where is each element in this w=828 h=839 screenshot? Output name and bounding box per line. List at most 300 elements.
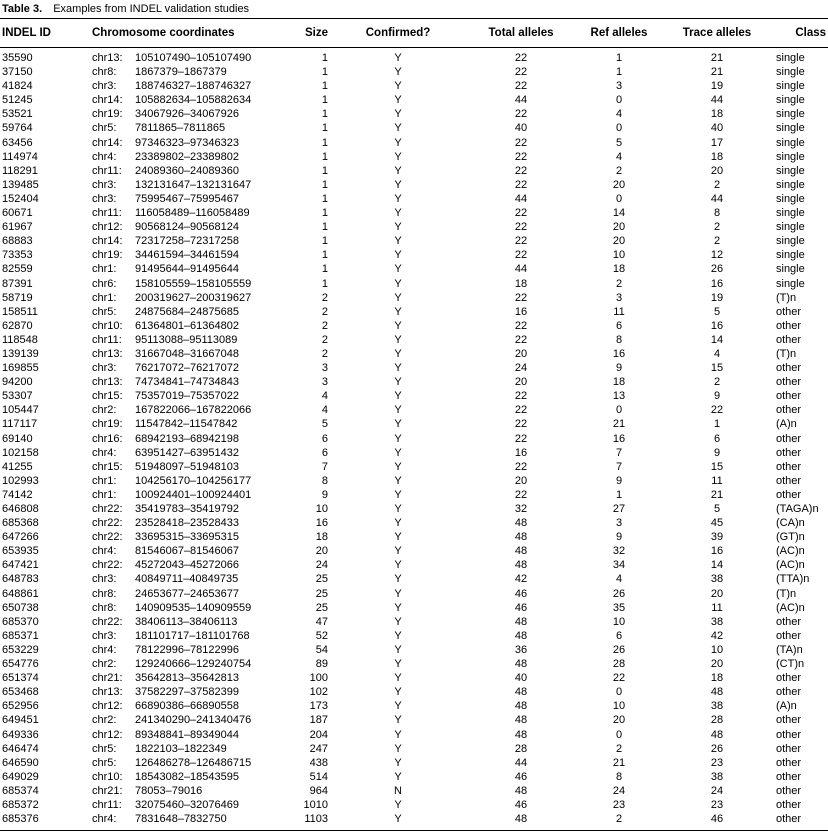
table-row: [0, 516, 828, 530]
cell-total-alleles: 44: [514, 192, 528, 205]
cell-indel-id: 646590: [2, 756, 39, 769]
cell-ref-alleles: 0: [615, 728, 623, 741]
cell-total-alleles: 48: [514, 728, 528, 741]
cell-indel-id: 685368: [2, 517, 39, 530]
cell-indel-id: 53521: [2, 108, 33, 121]
table-row: [0, 417, 828, 431]
cell-indel-id: 102158: [2, 446, 39, 459]
cell-total-alleles: 22: [514, 319, 528, 332]
cell-confirmed: N: [394, 784, 402, 797]
table-row: [0, 657, 828, 671]
cell-class: other: [776, 728, 802, 741]
coordinate-range: 76217072–76217072: [135, 362, 240, 375]
cell-trace-alleles: 23: [710, 756, 724, 769]
cell-trace-alleles: 48: [710, 686, 724, 699]
cell-size: 247: [309, 742, 328, 755]
cell-trace-alleles: 46: [710, 813, 724, 826]
table-row: [0, 48, 828, 66]
cell-chromosome: [86, 121, 282, 135]
cell-size: 514: [309, 770, 328, 783]
cell-class: single: [776, 277, 805, 290]
cell-trace-alleles: 10: [710, 643, 724, 656]
coordinate-range: 90568124–90568124: [135, 221, 240, 234]
cell-total-alleles: 22: [514, 150, 528, 163]
cell-ref-alleles: 10: [612, 700, 626, 713]
cell-trace-alleles: 26: [710, 742, 724, 755]
cell-confirmed: Y: [394, 686, 402, 699]
cell-confirmed: Y: [394, 756, 402, 769]
chromosome-name: chr15:: [92, 460, 123, 473]
table-row: [0, 361, 828, 375]
chromosome-name: chr11:: [92, 207, 122, 220]
cell-ref-alleles: 9: [615, 474, 623, 487]
cell-confirmed: Y: [394, 305, 402, 318]
cell-trace-alleles: 19: [710, 291, 724, 304]
cell-class: (AC)n: [776, 559, 805, 572]
cell-size: 1010: [303, 798, 328, 811]
cell-total-alleles: 22: [514, 221, 528, 234]
cell-ref-alleles: 24: [612, 784, 626, 797]
cell-confirmed: Y: [394, 728, 402, 741]
cell-confirmed: Y: [394, 672, 402, 685]
cell-class: single: [776, 136, 805, 149]
cell-ref-alleles: 10: [612, 249, 626, 262]
cell-total-alleles: 48: [514, 545, 528, 558]
chromosome-name: chr22:: [92, 503, 123, 515]
cell-trace-alleles: 21: [710, 488, 724, 501]
chromosome-name: chr12:: [92, 221, 123, 234]
cell-total-alleles: 46: [514, 601, 528, 614]
cell-size: 204: [309, 728, 328, 741]
cell-ref-alleles: 2: [615, 742, 623, 755]
cell-size: 54: [315, 643, 328, 656]
chromosome-name: chr5:: [92, 305, 117, 318]
coordinate-range: 11547842–11547842: [135, 418, 238, 431]
cell-confirmed: Y: [394, 460, 402, 473]
chromosome-name: chr3:: [92, 192, 117, 205]
cell-indel-id: 646474: [2, 742, 39, 755]
cell-indel-id: 58719: [2, 291, 33, 304]
cell-total-alleles: 16: [514, 305, 528, 318]
cell-chromosome: [86, 403, 282, 417]
cell-total-alleles: 22: [514, 488, 528, 501]
cell-chromosome: [86, 784, 282, 798]
cell-chromosome: [86, 728, 282, 742]
cell-size: 5: [321, 418, 328, 431]
cell-trace-alleles: 42: [710, 629, 724, 642]
cell-ref-alleles: 35: [612, 601, 626, 614]
cell-trace-alleles: 38: [710, 573, 724, 586]
cell-ref-alleles: 2: [615, 164, 623, 177]
cell-trace-alleles: 2: [713, 376, 721, 389]
coordinate-range: 89348841–89349044: [135, 728, 240, 741]
cell-ref-alleles: 0: [615, 192, 623, 205]
cell-confirmed: Y: [394, 587, 402, 600]
coordinate-range: 167822066–167822066: [135, 404, 252, 417]
table-row: [0, 305, 828, 319]
cell-size: 24: [315, 559, 328, 572]
coordinate-range: 75995467–75995467: [135, 192, 240, 205]
cell-confirmed: Y: [394, 615, 402, 628]
table-row: [0, 699, 828, 713]
coordinate-range: 45272043–45272066: [135, 559, 240, 572]
cell-chromosome: [86, 657, 282, 671]
cell-ref-alleles: 16: [612, 432, 626, 445]
chromosome-name: chr11:: [92, 798, 122, 811]
cell-class: single: [776, 221, 805, 234]
cell-size: 6: [321, 446, 328, 459]
cell-confirmed: Y: [394, 164, 402, 177]
cell-indel-id: 152404: [2, 192, 39, 205]
cell-ref-alleles: 2: [615, 813, 623, 826]
chromosome-name: chr4:: [92, 643, 117, 656]
table-row: [0, 79, 828, 93]
cell-size: 1: [321, 263, 328, 276]
cell-indel-id: 646808: [2, 503, 39, 515]
cell-total-alleles: 22: [514, 178, 528, 191]
cell-trace-alleles: 5: [713, 305, 721, 318]
table-row: [0, 277, 828, 291]
cell-confirmed: Y: [394, 700, 402, 713]
cell-confirmed: Y: [394, 52, 402, 64]
cell-chromosome: [86, 347, 282, 361]
cell-confirmed: Y: [394, 178, 402, 191]
coordinate-range: 24875684–24875685: [135, 305, 240, 318]
chromosome-name: chr4:: [92, 813, 117, 826]
cell-total-alleles: 48: [514, 517, 528, 530]
cell-trace-alleles: 19: [710, 80, 724, 93]
cell-indel-id: 53307: [2, 390, 33, 403]
cell-confirmed: Y: [394, 601, 402, 614]
cell-total-alleles: 40: [514, 672, 528, 685]
cell-total-alleles: 48: [514, 714, 528, 727]
cell-trace-alleles: 44: [710, 192, 724, 205]
cell-indel-id: 35590: [2, 52, 33, 64]
cell-size: 1: [321, 66, 328, 79]
header-confirmed: Confirmed?: [330, 19, 466, 48]
cell-ref-alleles: 4: [615, 573, 623, 586]
cell-trace-alleles: 9: [713, 446, 721, 459]
table-row: [0, 319, 828, 333]
cell-class: other: [776, 770, 802, 783]
table-row: [0, 728, 828, 742]
header-indel-id: INDEL ID: [0, 19, 86, 48]
cell-total-alleles: 28: [514, 742, 528, 755]
cell-ref-alleles: 0: [615, 94, 623, 107]
cell-confirmed: Y: [394, 813, 402, 826]
cell-size: 1: [321, 52, 328, 64]
cell-ref-alleles: 21: [612, 418, 626, 431]
cell-trace-alleles: 5: [713, 503, 721, 515]
cell-trace-alleles: 18: [710, 672, 724, 685]
indel-validation-table: [0, 19, 828, 826]
cell-size: 1: [321, 150, 328, 163]
cell-indel-id: 648783: [2, 573, 39, 586]
cell-confirmed: Y: [394, 277, 402, 290]
cell-size: 8: [321, 474, 328, 487]
cell-ref-alleles: 9: [615, 531, 623, 544]
cell-size: 102: [309, 686, 328, 699]
cell-total-alleles: 22: [514, 136, 528, 149]
cell-total-alleles: 44: [514, 263, 528, 276]
cell-trace-alleles: 20: [710, 658, 724, 671]
table-end-rule: [0, 830, 828, 831]
table-row: [0, 601, 828, 615]
cell-ref-alleles: 11: [613, 305, 625, 318]
cell-indel-id: 68883: [2, 235, 33, 248]
cell-confirmed: Y: [394, 714, 402, 727]
cell-indel-id: 69140: [2, 432, 33, 445]
cell-indel-id: 82559: [2, 263, 33, 276]
coordinate-range: 126486278–126486715: [135, 756, 252, 769]
cell-trace-alleles: 15: [710, 362, 724, 375]
cell-ref-alleles: 3: [615, 80, 623, 93]
chromosome-name: chr22:: [92, 615, 123, 628]
cell-confirmed: Y: [394, 207, 402, 220]
table-caption: [0, 0, 828, 19]
cell-ref-alleles: 8: [615, 333, 623, 346]
cell-ref-alleles: 6: [615, 319, 623, 332]
chromosome-name: chr22:: [92, 531, 123, 544]
cell-size: 1: [321, 277, 328, 290]
cell-total-alleles: 36: [514, 643, 528, 656]
cell-class: single: [776, 80, 805, 93]
cell-confirmed: Y: [394, 192, 402, 205]
cell-size: 1: [321, 249, 328, 262]
cell-trace-alleles: 14: [710, 333, 724, 346]
cell-class: single: [776, 235, 805, 248]
coordinate-range: 23389802–23389802: [135, 150, 240, 163]
coordinate-range: 24089360–24089360: [135, 164, 240, 177]
cell-total-alleles: 22: [514, 291, 528, 304]
cell-total-alleles: 48: [514, 784, 528, 797]
cell-class: other: [776, 376, 802, 389]
cell-class: other: [776, 714, 802, 727]
cell-indel-id: 117117: [2, 418, 38, 431]
cell-indel-id: 169855: [2, 362, 39, 375]
cell-total-alleles: 32: [514, 503, 528, 515]
coordinate-range: 63951427–63951432: [135, 446, 240, 459]
table-row: [0, 333, 828, 347]
cell-indel-id: 653229: [2, 643, 39, 656]
cell-class: single: [776, 192, 805, 205]
cell-class: (TTA)n: [776, 573, 810, 586]
coordinate-range: 66890386–66890558: [135, 700, 240, 713]
cell-trace-alleles: 38: [710, 700, 724, 713]
cell-ref-alleles: 3: [615, 517, 623, 530]
chromosome-name: chr8:: [92, 587, 117, 600]
cell-class: other: [776, 784, 802, 797]
cell-indel-id: 685374: [2, 784, 39, 797]
cell-trace-alleles: 4: [713, 347, 721, 360]
cell-indel-id: 114974: [2, 150, 38, 163]
cell-class: single: [776, 94, 805, 107]
cell-trace-alleles: 1: [713, 418, 721, 431]
coordinate-range: 188746327–188746327: [135, 80, 252, 93]
cell-trace-alleles: 9: [713, 390, 721, 403]
cell-chromosome: [86, 432, 282, 446]
cell-confirmed: Y: [394, 503, 402, 515]
cell-trace-alleles: 17: [710, 136, 724, 149]
cell-confirmed: Y: [394, 94, 402, 107]
cell-chromosome: [86, 417, 282, 431]
cell-chromosome: [86, 460, 282, 474]
cell-size: 18: [315, 531, 328, 544]
cell-confirmed: Y: [394, 333, 402, 346]
cell-chromosome: [86, 488, 282, 502]
cell-ref-alleles: 13: [612, 390, 626, 403]
chromosome-name: chr5:: [92, 756, 117, 769]
table-row: [0, 742, 828, 756]
cell-chromosome: [86, 150, 282, 164]
cell-ref-alleles: 28: [612, 658, 626, 671]
cell-confirmed: Y: [394, 80, 402, 93]
cell-ref-alleles: 14: [612, 207, 626, 220]
header-ref-alleles: Ref alleles: [576, 19, 662, 48]
coordinate-range: 74734841–74734843: [135, 376, 240, 389]
cell-chromosome: [86, 389, 282, 403]
header-chromosome: Chromosome coordinates: [86, 19, 282, 48]
table-row: [0, 615, 828, 629]
cell-indel-id: 63456: [2, 136, 33, 149]
cell-trace-alleles: 21: [710, 66, 724, 79]
coordinate-range: 7831648–7832750: [135, 813, 227, 826]
cell-class: other: [776, 446, 802, 459]
coordinate-range: 97346323–97346323: [135, 136, 240, 149]
cell-confirmed: Y: [394, 291, 402, 304]
cell-chromosome: [86, 474, 282, 488]
cell-indel-id: 158511: [2, 305, 38, 318]
cell-chromosome: [86, 615, 282, 629]
chromosome-name: chr3:: [92, 573, 117, 586]
cell-class: other: [776, 432, 802, 445]
cell-confirmed: Y: [394, 390, 402, 403]
cell-trace-alleles: 2: [713, 235, 721, 248]
cell-size: 25: [315, 601, 328, 614]
chromosome-name: chr14:: [92, 136, 123, 149]
header-trace-alleles: Trace alleles: [662, 19, 772, 48]
cell-class: other: [776, 686, 802, 699]
coordinate-range: 129240666–129240754: [135, 658, 252, 671]
cell-total-alleles: 22: [514, 333, 528, 346]
cell-size: 52: [315, 629, 328, 642]
cell-confirmed: Y: [394, 249, 402, 262]
cell-trace-alleles: 2: [713, 178, 721, 191]
cell-total-alleles: 18: [514, 277, 528, 290]
cell-trace-alleles: 18: [710, 108, 724, 121]
cell-class: other: [776, 319, 802, 332]
coordinate-range: 241340290–241340476: [135, 714, 252, 727]
cell-class: (CA)n: [776, 517, 805, 530]
cell-chromosome: [86, 544, 282, 558]
cell-chromosome: [86, 277, 282, 291]
cell-ref-alleles: 34: [612, 559, 626, 572]
cell-indel-id: 118291: [2, 164, 38, 177]
cell-size: 2: [321, 333, 328, 346]
cell-total-alleles: 44: [514, 94, 528, 107]
coordinate-range: 132131647–132131647: [135, 178, 252, 191]
cell-ref-alleles: 6: [615, 629, 623, 642]
cell-total-alleles: 22: [514, 432, 528, 445]
cell-size: 1: [321, 207, 328, 220]
cell-class: other: [776, 474, 802, 487]
cell-total-alleles: 22: [514, 164, 528, 177]
cell-confirmed: Y: [394, 446, 402, 459]
cell-indel-id: 653468: [2, 686, 39, 699]
coordinate-range: 37582297–37582399: [135, 686, 240, 699]
cell-size: 16: [315, 517, 328, 530]
coordinate-range: 34461594–34461594: [135, 249, 240, 262]
cell-indel-id: 105447: [2, 404, 39, 417]
coordinate-range: 38406113–38406113: [135, 615, 238, 628]
coordinate-range: 51948097–51948103: [135, 460, 240, 473]
cell-size: 1103: [304, 813, 328, 826]
coordinate-range: 140909535–140909559: [135, 601, 252, 614]
cell-confirmed: Y: [394, 488, 402, 501]
cell-class: other: [776, 798, 802, 811]
cell-ref-alleles: 20: [612, 714, 626, 727]
cell-size: 4: [321, 404, 328, 417]
chromosome-name: chr3:: [92, 362, 117, 375]
cell-chromosome: [86, 262, 282, 276]
cell-indel-id: 61967: [2, 221, 33, 234]
cell-size: 1: [321, 80, 328, 93]
cell-confirmed: Y: [394, 418, 402, 431]
chromosome-name: chr10:: [92, 770, 123, 783]
cell-indel-id: 94200: [2, 376, 33, 389]
cell-chromosome: [86, 629, 282, 643]
cell-ref-alleles: 7: [615, 460, 623, 473]
table-row: [0, 488, 828, 502]
cell-ref-alleles: 21: [612, 756, 626, 769]
cell-total-alleles: 22: [514, 66, 528, 79]
cell-chromosome: [86, 248, 282, 262]
cell-indel-id: 41255: [2, 460, 33, 473]
cell-ref-alleles: 27: [612, 503, 626, 515]
cell-size: 9: [321, 488, 328, 501]
cell-ref-alleles: 16: [612, 347, 626, 360]
cell-trace-alleles: 40: [710, 122, 724, 135]
cell-trace-alleles: 26: [710, 263, 724, 276]
cell-size: 10: [315, 503, 328, 515]
cell-trace-alleles: 23: [710, 798, 724, 811]
cell-total-alleles: 48: [514, 686, 528, 699]
table-row: [0, 248, 828, 262]
cell-trace-alleles: 16: [710, 277, 724, 290]
cell-size: 89: [315, 658, 328, 671]
cell-trace-alleles: 38: [710, 615, 724, 628]
table-row: [0, 206, 828, 220]
cell-trace-alleles: 15: [710, 460, 724, 473]
cell-size: 1: [321, 164, 328, 177]
cell-indel-id: 37150: [2, 66, 33, 79]
cell-trace-alleles: 21: [710, 52, 724, 64]
coordinate-range: 1867379–1867379: [135, 66, 227, 79]
cell-ref-alleles: 8: [615, 770, 623, 783]
coordinate-range: 104256170–104256177: [135, 474, 252, 487]
coordinate-range: 23528418–23528433: [135, 517, 240, 530]
cell-total-alleles: 20: [514, 474, 528, 487]
cell-confirmed: Y: [394, 376, 402, 389]
table-row: [0, 150, 828, 164]
cell-class: (AC)n: [776, 545, 805, 558]
cell-indel-id: 652956: [2, 700, 39, 713]
cell-confirmed: Y: [394, 221, 402, 234]
cell-chromosome: [86, 79, 282, 93]
coordinate-range: 81546067–81546067: [135, 545, 240, 558]
cell-total-alleles: 22: [514, 207, 528, 220]
cell-total-alleles: 44: [514, 756, 528, 769]
